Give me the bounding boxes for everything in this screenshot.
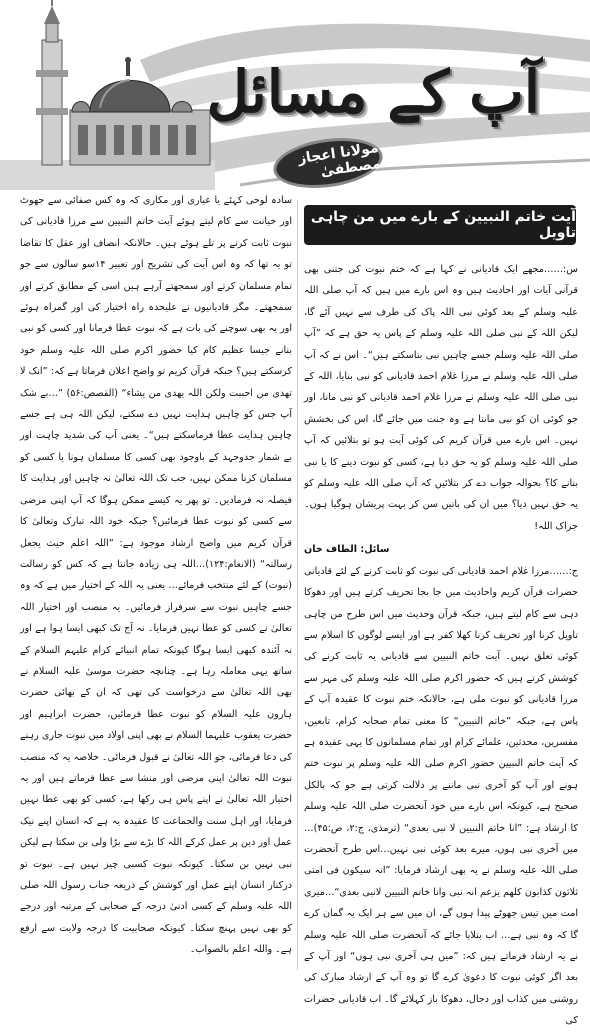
question-paragraph: س:……مجھے ایک قادیانی نے کہا ہے کہ ختم نبوت کی جتنی بھی قرآنی آیات اور احادیث ہیں وہ اس بارے میں ہیں کہ آپ صلی اللہ علیہ وسلم کے بعد کوئی نبی اللہ پاک کی طرف سے نہیں آئے گا، لیکن اللہ کے نبی صلی اللہ علیہ وسلم کے پاس یہ حق ہے کہ ”آپ صلی اللہ علیہ وسلم جسے چاہیں نبی بناسکتے ہیں“۔ اس نے کہ آپ صلی اللہ علیہ وسلم نے مرزا غلام احمد قادیانی کو نبی بنایا، اللہ کے نبی صلی اللہ علیہ وسلم نے مرزا غلام احمد قادیانی کو نبی مانا، اور جو کوئی ان کو نبی مانتا ہے وہ جنت میں جائے گا، اس کی بخشش نہیں۔ اس بارے میں قرآن کریم کی کوئی آیت ہو تو بتلائیں کہ آپ صلی اللہ علیہ وسلم کو یہ حق دیا ہے، کسی کو نبوت دینے کا یا نبی بنانے کا؟ بحوالہ جواب دے کر بتلائیں کہ آپ صلی اللہ علیہ وسلم کو یہ حق نہیں دیا؟ میں ان کی باتیں سن کر بہت پریشان ہوگیا ہوں۔ جزاک اللہ! (304, 264, 578, 532)
left-column (20, 190, 292, 972)
column-banner (0, 0, 590, 200)
right-column (304, 259, 578, 1027)
column-title: آپ کے مسائل (206, 58, 540, 126)
mosque-illustration (0, 0, 215, 190)
answer-paragraph-left: سادہ لوحی کہئے یا عیاری اور مکاری کہ وہ کس صفائی سے جھوٹ اور خیانت سے کام لیتے ہوئے آیت خاتم النبیین سے مرزا قادیانی کی نبوت ثابت کرنے پر تلے ہوئے ہیں۔ حالانکہ انصاف اور عقل کا تقاضا تو یہ تھا کہ وہ اس آیت کی تشریح اور تعبیر ۱۴سو سالوں سے جو تمام مسلمان کرتے اور سمجھتے آرہے ہیں اسی کے مطابق کرتے اور سمجھتے۔ مگر قادیانیوں نے علیحدہ راہ اختیار کی اور گمراہ ہوئے اور یہ بھی سوچنے کی بات ہے کہ نبوت عطا فرمانا اور کسی کو نبی بنانے جیسا عظیم کام کیا حضور اکرم صلی اللہ علیہ وسلم خود کرسکتے ہیں؟ جبکہ قرآن کریم تو واضح اعلان فرماتا ہے کہ: ”انک لا تھدی من احببت ولکن اللہ یھدی من یشاء“ (القصص:۵۶) ”…بے شک آپ جس کو چاہیں ہدایت نہیں دے سکتے، لیکن اللہ ہی ہے جسے چاہیں ہدایت عطا فرماسکتے ہیں“۔ یعنی آپ کی شدید چاہت اور بے شمار جدوجہد کے باوجود بھی کسی کا مسلمان ہونا یا کسی کو مسلمان کرنا ممکن نہیں، جب تک اللہ تعالیٰ نہ چاہیں اور ہدایت کا فیصلہ نہ فرمادیں۔ تو پھر یہ کیسے ممکن ہوگا کہ آپ اپنی مرضی سے کسی کو نبوت عطا فرمائیں؟ جبکہ خود اللہ تبارک وتعالیٰ کا قرآن کریم میں واضح ارشاد موجود ہے: ”اللہ اعلم حیث یجعل رسالتہ“ (الانعام:۱۲۴)…اللہ ہی زیادہ جانتا ہے کہ کس کو رسالت (نبوت) کے لئے منتخب فرمائے… یعنی یہ اللہ کے اختیار میں ہے کہ وہ جسے چاہیں نبوت سے سرفراز فرمائیں۔ یہ منصب اور اختیار اللہ تعالیٰ نے کسی کو عطا نہیں فرمایا۔ نہ آج تک کبھی ایسا ہوا ہے اور نہ آئندہ کبھی ایسا ہوگا کیونکہ تمام انبیائے کرام علیہم السلام کے ساتھ یہی معاملہ رہا ہے۔ چنانچہ حضرت موسیٰ علیہ السلام نے بھی اللہ تعالیٰ سے درخواست کی تھی کہ ان کے بھائی حضرت ہارون علیہ السلام کو نبوت عطا فرمائیں، حضرت ابراہیم اور حضرت یعقوب علیہما السلام نے بھی اپنی اولاد میں نبوت جاری رہنے کی دعا فرمائی، جو اللہ تعالیٰ نے قبول فرمائی۔ خلاصہ یہ کہ منصب نبوت اللہ تعالیٰ اپنی مرضی اور منشا سے عطا فرماتے ہیں اور یہ اختیار اللہ تعالیٰ نے اپنے پاس ہی رکھا ہے، کسی کو بھی عطا نہیں فرمایا، اور اہل سنت والجماعت کا عقیدہ یہ ہے کہ انسان اپنے نیک عمل اور دین پر عمل کرکے اللہ کا بڑے سے بڑا ولی بن سکتا ہے لیکن نبی نہیں بن سکتا۔ کیونکہ نبوت کسبی چیز نہیں ہے۔ نبوت تو درکنار انسان اپنے عمل اور کوشش کے ذریعہ جناب رسول اللہ صلی اللہ علیہ وسلم کے کسی ادنیٰ درجہ کے صحابی کے مرتبہ اور درجے کو بھی نہیں پہنچ سکتا۔ کیونکہ صحابیت کا درجہ ولایت سے ارفع ہے۔ واللہ اعلم بالصواب۔ (20, 195, 293, 956)
column-divider (297, 200, 298, 970)
article-heading: آیت خاتم النبیین کے بارے میں من چاہی تاویل (304, 205, 576, 245)
author-badge: مولانا اعجاز مصطفیٰ (274, 135, 383, 191)
answer-paragraph-right: ج:……مرزا غلام احمد قادیانی کی نبوت کو ثابت کرنے کے لئے قادیانی حضرات قرآن کریم واحادیث میں جا بجا تحریف کرتے ہیں اور دھوکا دہی سے کام لیتے ہیں، جبکہ قرآن وحدیث میں اس طرح من چاہی تاویل کرنا اور تحریف کرنا کھلا کفر ہے اور ایسے لوگوں کا اسلام سے کوئی تعلق نہیں۔ آیت خاتم النبیین سے قادیانی یہ ثابت کرنے کی کوشش کرتے ہیں کہ حضور اکرم صلی اللہ علیہ وسلم کی مہر سے مرزا قادیانی کو نبوت ملی ہے، حالانکہ ختم نبوت کا عقیدہ آپ کے پاس ہے، جبکہ ”خاتم النبیین“ کا معنی تمام صحابہ کرام، تابعین، مفسرین، محدثین، علمائے کرام اور تمام مسلمانوں کا یہی عقیدہ ہے کہ آیت خاتم النبیین حضور اکرم صلی اللہ علیہ وسلم پر نبوت ختم ہونے اور آپ کو آخری نبی ماننے پر دلالت کرتی ہے جو کہ بالکل صحیح ہے، کیونکہ اس بارے میں خود آنحضرت صلی اللہ علیہ وسلم کا ارشاد ہے: ”انا خاتم النبیین لا نبی بعدی“ (ترمذی، ج:۲، ص:۴۵)…میں آخری نبی ہوں، میرے بعد کوئی نبی نہیں…اس طرح آنحضرت صلی اللہ علیہ وسلم نے یہ بھی ارشاد فرمایا: ”انہ سیکون فی امتی ثلاثون کذابون کلھم یزعم انہ نبی وانا خاتم النبیین لانبی بعدی“…میری امت میں تیس جھوٹے پیدا ہوں گے، ان میں سے ہر ایک یہ گمان کرے گا کہ وہ نبی ہے… اب بتلایا جائے کہ آنحضرت صلی اللہ علیہ وسلم نے یہ ارشاد فرماتے ہیں کہ: ”میں ہی آخری نبی ہوں“ اور آپ کے بعد اگر کوئی نبوت کا دعویٰ کرے گا تو وہ آپ کے ارشاد مبارک کی روشنی میں کذاب اور دجال، دھوکا باز کہلائے گا۔ اب قادیانی حضرات کی (304, 565, 578, 1027)
title-block (206, 30, 560, 181)
questioner-signature: سائل: الطاف خان (304, 544, 390, 556)
